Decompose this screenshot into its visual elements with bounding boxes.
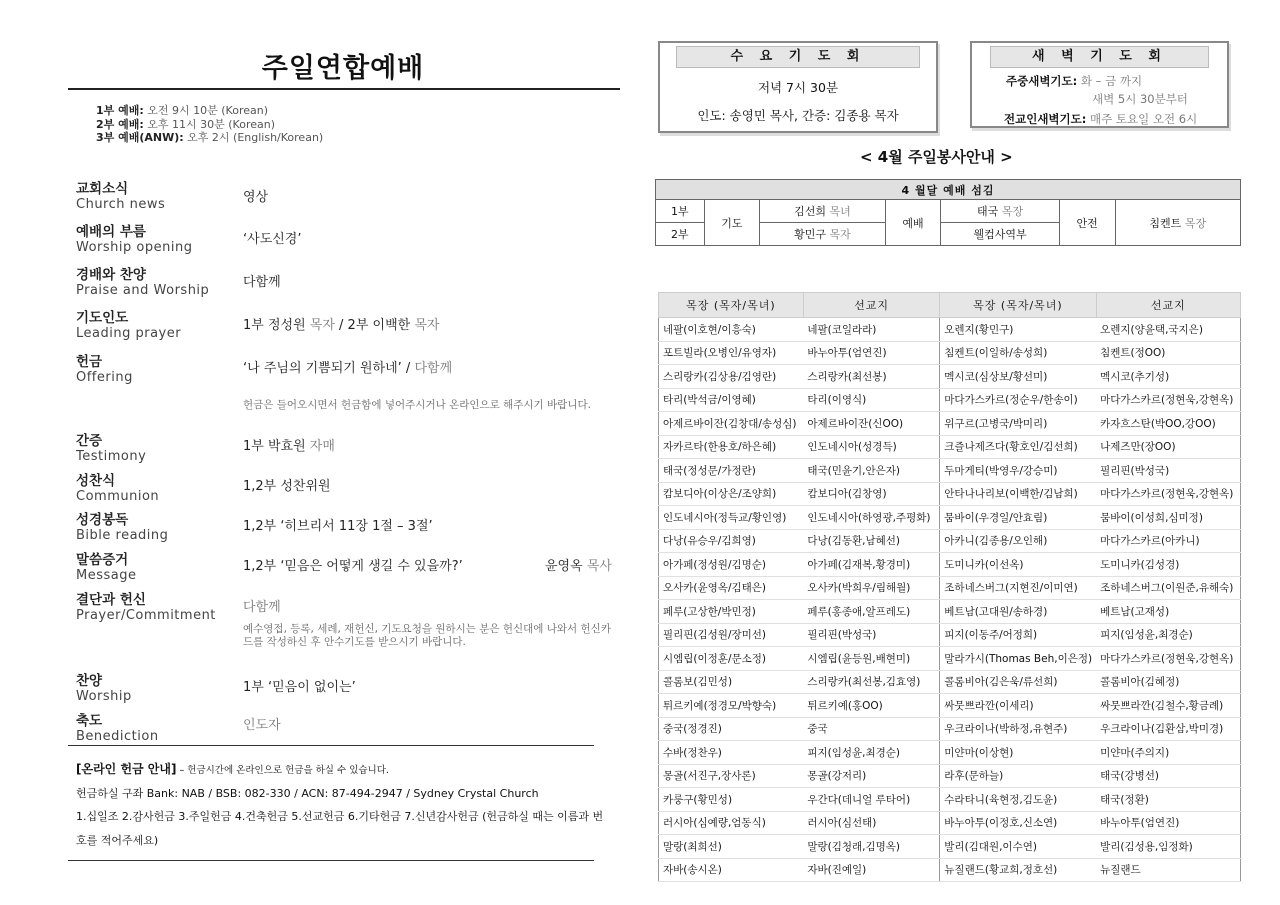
header-group: 목장 (목자/목녀) [940,293,1096,318]
mission-cell: 중국 [803,717,939,741]
order-leading-prayer: 기도인도 Leading prayer [76,310,182,341]
order-message: 말씀증거 Message [76,552,137,583]
commitment-note: 예수영접, 등록, 세례, 재헌신, 기도요청을 원하시는 분은 헌신대에 나와서 헌신카드를 작성하신 후 안수기도를 받으시기 바랍니다. [243,623,611,648]
mission-cell: 아제르바이잔(신OO) [803,412,939,436]
mission-cell: 바누아투(엄연진) [803,341,939,365]
mission-cell: 네팔(코일라라) [803,318,939,342]
order-praise: 경배와 찬양 Praise and Worship [76,267,210,298]
order-value: 1부 정성원 목자 / 2부 이백한 목자 [243,318,440,333]
mission-cell: 캄보디아(김창영) [803,482,939,506]
group-cell: 카룽구(황민성) [659,788,804,812]
group-cell: 침켄트(이일하/송성희) [940,341,1096,365]
mission-cell: 몽골(강저리) [803,764,939,788]
group-cell: 몽골(서진구,장사론) [659,764,804,788]
schedule-row-2: 2부 황민구 목자 웰컴사역부 [656,223,1241,246]
table-row [659,717,1241,741]
group-cell: 싸뭇쁘라깐(이세리) [940,694,1096,718]
mission-cell: 카자흐스탄(박OO,강OO) [1096,412,1240,436]
online-offering-head: [온라인 헌금 안내] – 헌금시간에 온라인으로 헌금을 하실 수 있습니다. [76,762,389,776]
service-times [96,104,323,145]
mission-cell: 태국(강병선) [1096,764,1240,788]
table-row [659,576,1241,600]
page-title: 주일연합예배 [261,53,425,84]
table-row [659,412,1241,436]
table-row [659,694,1241,718]
mission-cell: 베트남(고재성) [1096,600,1240,624]
table-row [659,459,1241,483]
mission-cell: 타리(이영식) [803,388,939,412]
group-cell: 뉴질랜드(황교희,정호선) [940,858,1096,882]
mission-cell: 나제즈만(장OO) [1096,435,1240,459]
group-cell: 오사카(윤영옥/김태은) [659,576,804,600]
mission-cell: 마다가스카르(아카니) [1096,529,1240,553]
table-row [659,529,1241,553]
table-row [659,764,1241,788]
group-cell: 두마게티(박영우/강승미) [940,459,1096,483]
group-cell: 베트남(고대원/송하경) [940,600,1096,624]
mission-cell: 피지(임성윤,최경순) [803,741,939,765]
order-value: 영상 [243,190,269,205]
group-cell: 필리핀(김성원/장미선) [659,623,804,647]
header-mission: 선교지 [803,293,939,318]
mission-cell: 마다가스카르(정현욱,강현옥) [1096,647,1240,671]
group-cell: 조하네스버그(지현진/이미연) [940,576,1096,600]
group-cell: 러시아(심예량,엄동식) [659,811,804,835]
mission-cell: 아가페(김재복,황경미) [803,553,939,577]
table-row [659,811,1241,835]
order-worship: 찬양 Worship [76,673,132,704]
group-cell: 마다가스카르(정순우/한송이) [940,388,1096,412]
mission-cell: 침켄트(정OO) [1096,341,1240,365]
group-cell: 바누아투(이정호,신소연) [940,811,1096,835]
order-benediction: 축도 Benediction [76,713,159,744]
mission-cell: 스리랑카(최선봉,김효영) [803,670,939,694]
group-cell: 시엠립(이정훈/문소정) [659,647,804,671]
table-row [659,670,1241,694]
schedule-title: 4 월달 예배 섬김 [656,180,1241,200]
order-value: 1부 ‘믿음이 없이는’ [243,680,356,695]
table-row [659,647,1241,671]
dawn-saturday: 전교인새벽기도: 매주 토요일 오전 6시 [1004,112,1198,126]
table-row [659,341,1241,365]
group-cell: 캄보디아(이상은/조양희) [659,482,804,506]
dawn-weekday-time: 새벽 5시 30분부터 [1092,92,1188,106]
header-group: 목장 (목자/목녀) [659,293,804,318]
mission-cell: 태국(민윤기,안은자) [803,459,939,483]
group-cell: 자바(송시온) [659,858,804,882]
group-cell: 위구르(고병국/박미리) [940,412,1096,436]
group-cell: 콜롬보(김민성) [659,670,804,694]
title-divider [68,88,620,90]
group-cell: 네팔(이호현/이흥숙) [659,318,804,342]
table-row [659,435,1241,459]
service-schedule-table [655,179,1241,246]
order-value: 다함께 [243,275,281,290]
mission-cell: 콜롬비아(김혜정) [1096,670,1240,694]
table-row [659,388,1241,412]
group-cell: 안타나나리보(이백한/김남희) [940,482,1096,506]
order-testimony: 간증 Testimony [76,433,147,464]
group-cell: 인도네시아(정득교/황인영) [659,506,804,530]
table-row [659,506,1241,530]
table-row [659,553,1241,577]
table-row [659,365,1241,389]
mission-cell: 오렌지(양윤택,국지은) [1096,318,1240,342]
mission-cell: 뭄바이(이성희,심미정) [1096,506,1240,530]
service-time-1: 1부 예배: 오전 9시 10분 (Korean) [96,104,268,117]
online-divider-bottom [68,860,594,861]
group-cell: 우크라이나(박하정,유현주) [940,717,1096,741]
table-row [659,788,1241,812]
mission-cell: 인도네시아(하영광,주평화) [803,506,939,530]
group-cell: 다낭(유승우/김희영) [659,529,804,553]
table-row [659,741,1241,765]
mission-cell: 필리핀(박성국) [803,623,939,647]
mission-cell: 러시아(심선태) [803,811,939,835]
dawn-prayer-box [970,41,1229,128]
order-value: 1부 박효원 자매 [243,439,335,454]
mission-cell: 자바(진예일) [803,858,939,882]
mission-cell: 뉴질랜드 [1096,858,1240,882]
order-value: 다함께 [243,600,281,615]
group-cell: 타리(박석금/이영혜) [659,388,804,412]
mission-cell: 튀르키예(홍OO) [803,694,939,718]
preacher: 윤영옥 목사 [545,559,612,574]
group-cell: 발리(김대원,이수연) [940,835,1096,859]
online-offering-types: 1.십일조 2.감사헌금 3.주일헌금 4.건축헌금 5.선교헌금 6.기타헌금 7.신년감사헌금 (헌금하실 때는 이름과 번 [76,810,604,823]
table-row [659,858,1241,882]
online-offering-types-2: 호를 적어주세요) [76,834,159,847]
table-row [659,835,1241,859]
group-cell: 수바(정찬우) [659,741,804,765]
group-cell: 태국(정성문/가정란) [659,459,804,483]
mission-table-header [659,293,1241,318]
order-value: 인도자 [243,718,281,733]
mission-cell: 오사카(박희우/림해월) [803,576,939,600]
mission-cell: 페루(홍종애,알프레도) [803,600,939,624]
group-cell: 멕시코(심상보/황선미) [940,365,1096,389]
mission-cell: 바누아투(엄연진) [1096,811,1240,835]
mission-cell: 미얀마(주의지) [1096,741,1240,765]
wednesday-time: 저녁 7시 30분 [757,80,839,95]
group-cell: 라후(문하늘) [940,764,1096,788]
mission-cell: 싸뭇쁘라깐(김철수,황금례) [1096,694,1240,718]
mission-cell: 스리랑카(최선봉) [803,365,939,389]
header-mission: 선교지 [1096,293,1240,318]
dawn-title: 새 벽 기 도 회 [990,46,1209,68]
order-church-news: 교회소식 Church news [76,181,166,212]
group-cell: 뭄바이(우경일/안효림) [940,506,1096,530]
group-cell: 미얀마(이상현) [940,741,1096,765]
service-time-2: 2부 예배: 오후 11시 30분 (Korean) [96,117,275,131]
mission-cell: 피지(임성윤,최경순) [1096,623,1240,647]
order-value: ‘사도신경’ [243,232,302,247]
wednesday-prayer-box [658,41,938,133]
order-offering: 헌금 Offering [76,354,133,385]
table-row [659,318,1241,342]
wednesday-title: 수 요 기 도 회 [676,46,920,68]
group-cell: 말라가시(Thomas Beh,이은정) [940,647,1096,671]
group-cell: 아카니(김종용/오인해) [940,529,1096,553]
wednesday-leader: 인도: 송영민 목사, 간증: 김종용 목자 [697,108,899,123]
mission-cell: 태국(정환) [1096,788,1240,812]
mission-cell: 인도네시아(성경득) [803,435,939,459]
table-row [659,600,1241,624]
mission-cell: 발리(김성용,임정화) [1096,835,1240,859]
group-cell: 크즐나제즈다(황호인/김선희) [940,435,1096,459]
service-time-3: 3부 예배(ANW): 오후 2시 (English/Korean) [96,131,324,144]
mission-cell: 도미니카(김성경) [1096,553,1240,577]
dawn-weekday: 주중새벽기도: 화 – 금 까지 [1006,74,1143,88]
order-commitment: 결단과 헌신 Prayer/Commitment [76,592,216,623]
order-value: ‘나 주님의 기쁨되기 원하네’ / 다함께 [243,361,453,376]
mission-table [658,292,1241,882]
group-cell: 피지(이동주/어정희) [940,623,1096,647]
mission-cell: 우크라이나(김환삼,박미경) [1096,717,1240,741]
order-value: 1,2부 ‘믿음은 어떻게 생길 수 있을까?’ [243,559,463,574]
order-bible-reading: 성경봉독 Bible reading [76,512,169,543]
group-cell: 자카르타(한용호/하은혜) [659,435,804,459]
online-divider-top [68,745,594,746]
mission-cell: 마다가스카르(정현욱,강현옥) [1096,482,1240,506]
group-cell: 아제르바이잔(김창대/송성심) [659,412,804,436]
group-cell: 페루(고상한/박민정) [659,600,804,624]
group-cell: 도미니카(이선옥) [940,553,1096,577]
order-communion: 성찬식 Communion [76,473,160,504]
group-cell: 포트빌라(오병인/유영자) [659,341,804,365]
mission-cell: 다낭(김동환,남혜선) [803,529,939,553]
online-bank-info: 헌금하실 구좌 Bank: NAB / BSB: 082-330 / ACN: 87-494-2947 / Sydney Crystal Church [76,787,539,800]
mission-cell: 필리핀(박성국) [1096,459,1240,483]
mission-cell: 마다가스카르(정현욱,강현옥) [1096,388,1240,412]
group-cell: 스리랑카(김상용/김영란) [659,365,804,389]
mission-cell: 말랑(김청래,김명옥) [803,835,939,859]
mission-cell: 우간다(데니얼 루타어) [803,788,939,812]
group-cell: 아가페(정성원/김명순) [659,553,804,577]
mission-cell: 멕시코(추기성) [1096,365,1240,389]
order-value: 1,2부 성찬위원 [243,479,331,494]
mission-cell: 조하네스버그(이원준,유해숙) [1096,576,1240,600]
table-row [659,482,1241,506]
schedule-row-1: 1부 기도 김선희 목녀 예배 태국 목장 안전 침켄트 목장 [656,200,1241,223]
order-worship-opening: 예배의 부름 Worship opening [76,224,193,255]
group-cell: 콜롬비아(김은욱/류선희) [940,670,1096,694]
mission-cell: 시엠립(윤등원,배현미) [803,647,939,671]
group-cell: 말랑(최희선) [659,835,804,859]
service-guide-title: < 4월 주일봉사안내 > [860,148,1013,166]
table-row [659,623,1241,647]
group-cell: 중국(정경진) [659,717,804,741]
group-cell: 튀르키예(정경모/박향숙) [659,694,804,718]
group-cell: 오렌지(황민구) [940,318,1096,342]
order-value: 1,2부 ‘히브리서 11장 1절 – 3절’ [243,519,433,534]
group-cell: 수라타니(육현정,김도윤) [940,788,1096,812]
offering-note: 헌금은 들어오시면서 헌금함에 넣어주시거나 온라인으로 해주시기 바랍니다. [243,399,591,411]
